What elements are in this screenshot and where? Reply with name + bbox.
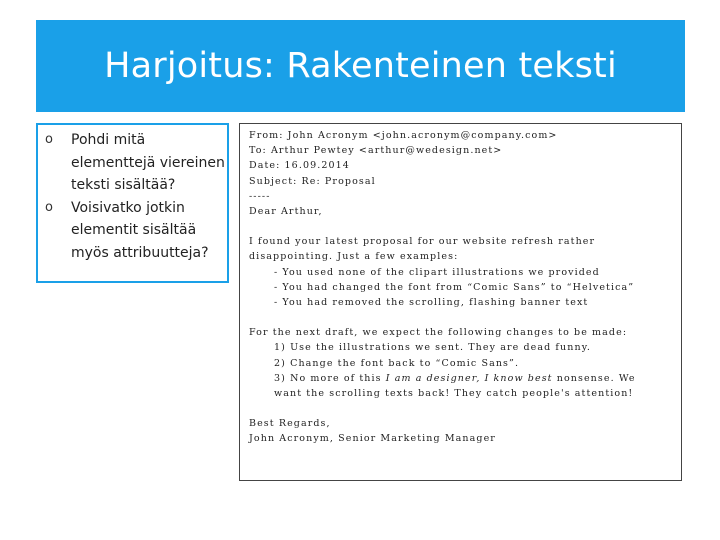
change-emphasis: I am a designer, I know best <box>385 372 553 384</box>
list-item: - You had changed the font from “Comic Sans” to “Helvetica” <box>274 281 635 293</box>
question-list <box>38 125 227 264</box>
email-greeting: Dear Arthur, <box>249 206 323 218</box>
email-signature: John Acronym, Senior Marketing Manager <box>249 433 496 445</box>
list-item: - You used none of the clipart illustrations we provided <box>274 266 600 278</box>
email-next-draft: For the next draft, we expect the following changes to be made: <box>249 327 628 339</box>
email-header-to: To: Arthur Pewtey <arthur@wedesign.net> <box>249 145 503 157</box>
email-header-separator: ----- <box>249 190 271 202</box>
list-item <box>38 197 227 265</box>
change-text: 3) No more of this <box>274 372 386 384</box>
email-text-box <box>239 123 682 481</box>
email-closing: Best Regards, <box>249 418 331 430</box>
list-item <box>38 129 227 197</box>
email-intro: I found your latest proposal for our website refresh rather <box>249 236 596 248</box>
slide-title: Harjoitus: Rakenteinen teksti <box>104 46 617 86</box>
list-item: want the scrolling texts back! They catch people's attention! <box>274 388 634 400</box>
email-intro: disappointing. Just a few examples: <box>249 251 459 263</box>
change-text: nonsense. We <box>552 372 636 384</box>
list-item: 2) Change the font back to “Comic Sans”. <box>274 357 520 369</box>
email-header-from: From: John Acronym <john.acronym@company.com> <box>249 130 558 141</box>
list-item <box>249 371 681 386</box>
list-item: - You had removed the scrolling, flashing banner text <box>274 297 589 309</box>
title-banner <box>36 20 685 112</box>
bullet-circle-icon: o <box>45 199 53 215</box>
bullet-circle-icon: o <box>45 132 53 147</box>
questions-box <box>36 123 229 283</box>
email-header-date: Date: 16.09.2014 <box>249 160 350 172</box>
question-text: Pohdi mitä elementtejä viereinen teksti sisältää? <box>71 132 225 193</box>
list-item: 1) Use the illustrations we sent. They are dead funny. <box>274 342 592 354</box>
email-header-subject: Subject: Re: Proposal <box>249 175 376 187</box>
question-text: Voisivatko jotkin elementit sisältää myös attribuutteja? <box>71 199 209 261</box>
